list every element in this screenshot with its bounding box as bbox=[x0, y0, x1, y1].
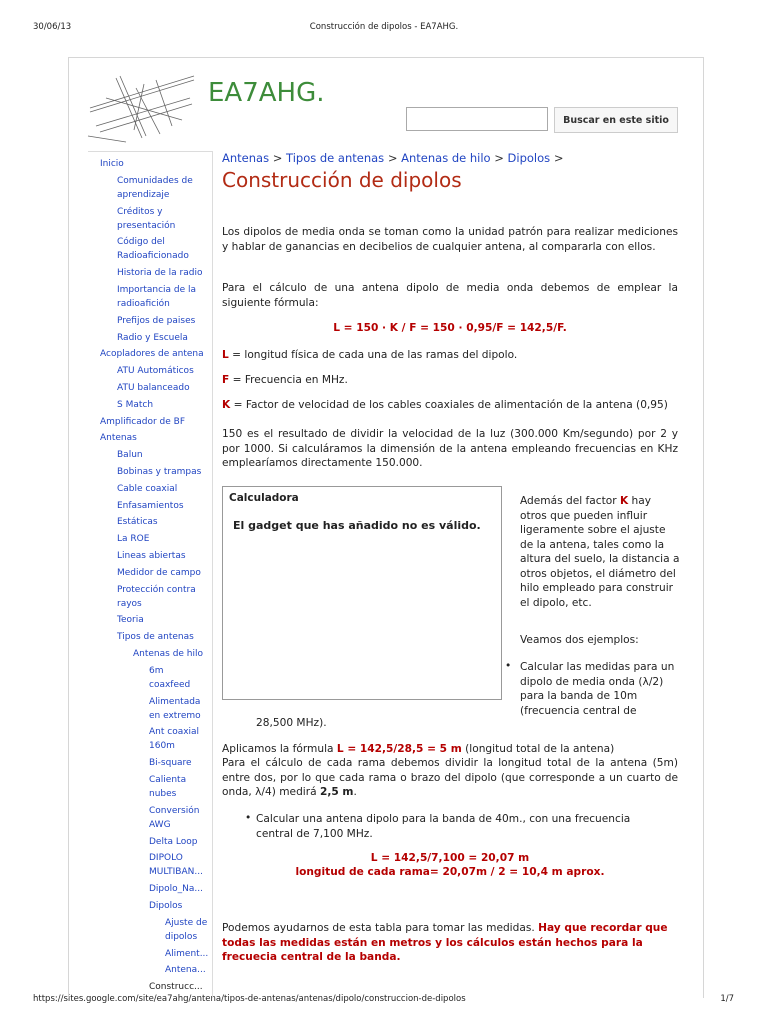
definition-F bbox=[222, 373, 678, 388]
symbol-L: L bbox=[222, 349, 229, 361]
definition-L-text: = longitud física de cada una de las ramas del dipolo. bbox=[228, 349, 518, 361]
gadget-error-message: El gadget que has añadido no es válido. bbox=[233, 519, 481, 532]
breadcrumb-link[interactable]: Dipolos bbox=[507, 151, 551, 165]
sidebar-item[interactable]: Conversión AWG bbox=[149, 805, 200, 830]
sidebar-item[interactable]: Ajuste de dipolos bbox=[165, 917, 208, 942]
sidebar-item[interactable]: Medidor de campo bbox=[117, 567, 201, 578]
sidebar-item[interactable]: Delta Loop bbox=[149, 836, 198, 847]
sidebar-item[interactable]: Bi-square bbox=[149, 758, 192, 769]
final-pre: Podemos ayudarnos de esta tabla para tomar las medidas. bbox=[222, 922, 539, 934]
apply-post: (longitud total de la antena) bbox=[461, 743, 615, 755]
formula bbox=[222, 321, 678, 336]
breadcrumb-separator: > bbox=[272, 151, 283, 165]
calculator-gadget bbox=[222, 486, 502, 700]
sidebar-item[interactable]: Créditos y presentación bbox=[117, 206, 176, 231]
sidebar-item[interactable]: Teoria bbox=[117, 615, 144, 626]
sidebar-item[interactable]: Tipos de antenas bbox=[117, 632, 194, 643]
sidebar-item[interactable]: S Match bbox=[117, 399, 154, 410]
definition-L bbox=[222, 348, 678, 363]
calc-1: L = 142,5/7,100 = 20,07 m bbox=[370, 852, 530, 864]
sidebar-item[interactable]: Lineas abiertas bbox=[117, 551, 186, 561]
sidebar-item[interactable]: Aliment... bbox=[165, 948, 209, 959]
paragraph-speed-of-light: 150 es el resultado de dividir la velocidad de la luz (300.000 Km/segundo) por 2 y por 1000. Si calculáramos la dimensión de la antena empleando frecuencias en KHz emplearíamos directamente 150.000. bbox=[222, 428, 678, 469]
sidebar-item[interactable]: Alimentada en extremo bbox=[149, 696, 201, 721]
print-url: https://sites.google.com/site/ea7ahg/antena/tipos-de-antenas/antenas/dipolo/construccion-de-dipolos bbox=[33, 994, 466, 1004]
sidebar-item[interactable]: Código del Radioaficionado bbox=[117, 237, 189, 262]
breadcrumb bbox=[222, 151, 563, 165]
sidebar-item[interactable]: DIPOLO MULTIBAN... bbox=[149, 853, 203, 878]
example-1-bullet: Calcular las medidas para un dipolo de media onda (λ/2) para la banda de 10m (frecuencia central de bbox=[520, 661, 675, 717]
paragraph-branch bbox=[222, 756, 678, 800]
branch-pre: Para el cálculo de cada rama debemos dividir la longitud total de la antena (5m) entre dos, por lo que cada rama o brazo del dipolo (que corresponde a un cuarto de onda, λ/4) medirá bbox=[222, 757, 678, 798]
example-2-bullet: Calcular una antena dipolo para la banda de 40m., con una frecuencia central de 7,100 MHz. bbox=[256, 813, 631, 840]
sidebar-item[interactable]: Ant coaxial 160m bbox=[149, 727, 200, 752]
sidebar-item[interactable]: Bobinas y trampas bbox=[117, 467, 202, 477]
sidebar-item[interactable]: 6m coaxfeed bbox=[149, 665, 191, 690]
sidebar-item[interactable]: ATU balanceado bbox=[117, 383, 190, 393]
definition-F-text: = Frecuencia en MHz. bbox=[229, 374, 348, 386]
apply-formula: L = 142,5/28,5 = 5 m bbox=[336, 743, 462, 755]
side-text-post: hay otros que pueden influir ligeramente sobre el ajuste de la antena, tales como la altura del suelo, la distancia a otros objetos, el diámetro del hilo empleado para construir el dipolo, etc. bbox=[520, 495, 680, 609]
sidebar-item[interactable]: La ROE bbox=[117, 534, 150, 545]
sidebar-item[interactable]: Importancia de la radioafición bbox=[117, 285, 197, 309]
apply-pre: Aplicamos la fórmula bbox=[222, 743, 337, 755]
sidebar-item[interactable]: Cable coaxial bbox=[117, 483, 178, 494]
sidebar-item[interactable]: Radio y Escuela bbox=[117, 332, 188, 343]
sidebar-item[interactable]: Comunidades de aprendizaje bbox=[117, 175, 193, 200]
search-button[interactable]: Buscar en este sitio bbox=[554, 107, 678, 133]
sidebar-item[interactable]: Historia de la radio bbox=[117, 268, 203, 279]
apply-formula-line bbox=[222, 742, 678, 757]
formula-text: L = 150 · K / F = 150 · 0,95/F = 142,5/F. bbox=[333, 322, 567, 334]
sidebar-item[interactable]: Dipolos bbox=[149, 901, 183, 911]
sidebar-item[interactable]: Construcc... bbox=[149, 982, 203, 993]
paragraph-intro: Los dipolos de media onda se toman como la unidad patrón para realizar mediciones y hablar de ganancias en decibelios de cualquier antena, al compararla con ellos. bbox=[222, 226, 678, 253]
sidebar-item[interactable]: Enfasamientos bbox=[117, 500, 184, 511]
gadget-title: Calculadora bbox=[229, 492, 299, 504]
page-title: Construcción de dipolos bbox=[222, 168, 462, 192]
calc-line-2 bbox=[222, 865, 678, 880]
print-date: 30/06/13 bbox=[33, 22, 72, 32]
print-page-number: 1/7 bbox=[720, 994, 734, 1004]
example-1-tail: 28,500 MHz). bbox=[256, 717, 327, 729]
sidebar-item[interactable]: Estáticas bbox=[117, 517, 158, 528]
symbol-F: F bbox=[222, 374, 230, 386]
breadcrumb-link[interactable]: Antenas bbox=[222, 151, 270, 165]
sidebar-item[interactable]: Antena... bbox=[165, 965, 206, 976]
sidebar-item[interactable]: Prefijos de paises bbox=[117, 315, 196, 326]
definition-K-text: = Factor de velocidad de los cables coaxiales de alimentación de la antena (0,95) bbox=[230, 399, 668, 411]
side-examples-label: Veamos dos ejemplos: bbox=[520, 634, 639, 646]
site-title[interactable]: EA7AHG. bbox=[208, 78, 325, 108]
breadcrumb-link[interactable]: Antenas de hilo bbox=[401, 151, 491, 165]
sidebar-item[interactable]: Balun bbox=[117, 450, 143, 461]
branch-post: . bbox=[353, 786, 357, 798]
paragraph-final bbox=[222, 921, 678, 965]
sidebar-item[interactable]: Amplificador de BF bbox=[100, 416, 186, 427]
sidebar-item[interactable]: Dipolo_Na... bbox=[149, 884, 203, 895]
sidebar-item[interactable]: ATU Automáticos bbox=[117, 366, 194, 377]
sidebar-item[interactable]: Calienta nubes bbox=[149, 775, 187, 799]
bullet-dot: • bbox=[505, 660, 512, 672]
sidebar-item[interactable]: Acopladores de antena bbox=[100, 349, 204, 360]
search-input[interactable] bbox=[406, 107, 548, 131]
sidebar-item[interactable]: Antenas bbox=[100, 433, 137, 444]
sidebar-item[interactable]: Antenas de hilo bbox=[133, 649, 204, 659]
breadcrumb-separator: > bbox=[387, 151, 398, 165]
breadcrumb-separator: > bbox=[494, 151, 504, 165]
calc-2: longitud de cada rama= 20,07m / 2 = 10,4 m aprox. bbox=[295, 866, 605, 878]
symbol-K: K bbox=[222, 399, 231, 411]
sidebar-item[interactable]: Protección contra rayos bbox=[117, 584, 196, 609]
branch-result: 2,5 m bbox=[319, 786, 354, 798]
definition-K bbox=[222, 398, 678, 413]
side-text-factors bbox=[520, 494, 680, 610]
calc-line-1 bbox=[222, 851, 678, 866]
side-text-pre: Además del factor bbox=[520, 495, 620, 507]
site-logo-image bbox=[86, 68, 198, 143]
bullet-dot: • bbox=[245, 812, 252, 824]
sidebar-item[interactable]: Inicio bbox=[100, 159, 124, 169]
side-symbol-K: K bbox=[619, 495, 629, 507]
print-title: Construcción de dipolos - EA7AHG. bbox=[309, 22, 459, 32]
paragraph-formula-intro: Para el cálculo de una antena dipolo de media onda debemos de emplear la siguiente fórmula: bbox=[222, 282, 678, 309]
breadcrumb-link[interactable]: Tipos de antenas bbox=[286, 151, 385, 165]
breadcrumb-separator: > bbox=[553, 151, 564, 165]
final-note: Hay que recordar que todas las medidas están en metros y los cálculos están hechos para la frecuecia central de la banda. bbox=[222, 922, 668, 963]
